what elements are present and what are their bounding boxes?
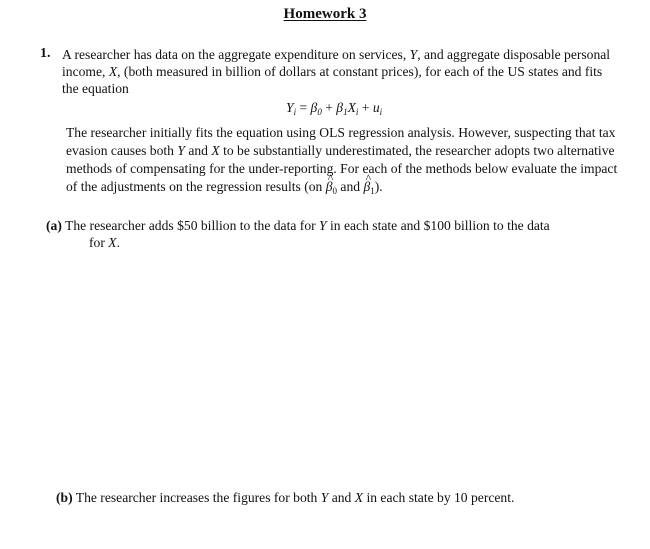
eq-lhs-sub: i bbox=[293, 107, 297, 117]
variable-x: X bbox=[211, 143, 220, 158]
eq-beta0-sub: 0 bbox=[317, 107, 322, 117]
variable-x: X bbox=[354, 490, 364, 505]
question-number: 1. bbox=[40, 46, 51, 61]
body-text-2: and bbox=[184, 143, 212, 158]
eq-equals: = bbox=[296, 100, 311, 115]
variable-x: X bbox=[108, 235, 117, 250]
part-b-text-1: The researcher increases the figures for both bbox=[72, 490, 321, 505]
eq-lhs: Y bbox=[286, 100, 294, 115]
regression-equation bbox=[286, 100, 382, 117]
variable-y: Y bbox=[177, 143, 185, 158]
page-title: Homework 3 bbox=[283, 6, 367, 22]
variable-x: X bbox=[108, 64, 118, 79]
part-b bbox=[56, 489, 636, 506]
body-text-3: to be substantially underestimated, the researcher adopts two alternative methods of compensating for the under-reporting. For each of the methods below evaluate the impact of the adjustments on the regression results (on bbox=[66, 143, 618, 194]
part-a-text-1: The researcher adds $50 billion to the data for bbox=[61, 218, 320, 233]
beta1-hat bbox=[363, 178, 374, 200]
eq-plus-2: + bbox=[358, 100, 373, 115]
eq-u: u bbox=[372, 100, 380, 115]
variable-y: Y bbox=[319, 218, 327, 233]
part-a-continuation bbox=[46, 234, 626, 251]
variable-y: Y bbox=[320, 490, 329, 505]
eq-plus-1: + bbox=[321, 100, 337, 115]
body-and: and bbox=[337, 179, 364, 194]
intro-text-2: , and aggregate disposable personal income, bbox=[62, 47, 611, 79]
eq-x: X bbox=[347, 100, 356, 115]
question-body bbox=[66, 124, 626, 200]
part-a bbox=[46, 217, 626, 251]
beta0-hat-sub: 0 bbox=[332, 186, 338, 196]
part-b-text-2: and bbox=[328, 490, 355, 505]
eq-beta1-sub: 1 bbox=[343, 107, 348, 117]
beta0-hat-symbol: β bbox=[325, 179, 333, 194]
beta0-hat bbox=[326, 178, 337, 200]
body-end: ). bbox=[374, 179, 383, 194]
part-b-text-3: in each state by 10 percent. bbox=[363, 490, 515, 505]
question-intro bbox=[62, 46, 622, 97]
intro-text-3: , (both measured in billion of dollars at constant prices), for each of the US states and fits the equation bbox=[62, 64, 603, 96]
beta1-hat-symbol: β bbox=[363, 179, 371, 194]
eq-beta0: β bbox=[310, 100, 318, 115]
intro-text-1: A researcher has data on the aggregate expenditure on services, bbox=[62, 47, 410, 62]
eq-beta1: β bbox=[336, 100, 344, 115]
eq-x-sub: i bbox=[355, 107, 359, 117]
part-a-label: (a) bbox=[46, 218, 62, 233]
eq-u-sub: i bbox=[379, 107, 383, 117]
body-text-1: The researcher initially fits the equation using OLS regression analysis. However, suspecting that tax evasion causes both bbox=[66, 125, 616, 158]
part-a-cont-1: for bbox=[89, 235, 109, 250]
beta1-hat-sub: 1 bbox=[370, 186, 375, 196]
part-a-text-2: in each state and $100 billion to the data bbox=[326, 218, 550, 233]
variable-y: Y bbox=[409, 47, 418, 62]
part-a-cont-2: . bbox=[116, 235, 120, 250]
part-b-label: (b) bbox=[56, 490, 73, 505]
